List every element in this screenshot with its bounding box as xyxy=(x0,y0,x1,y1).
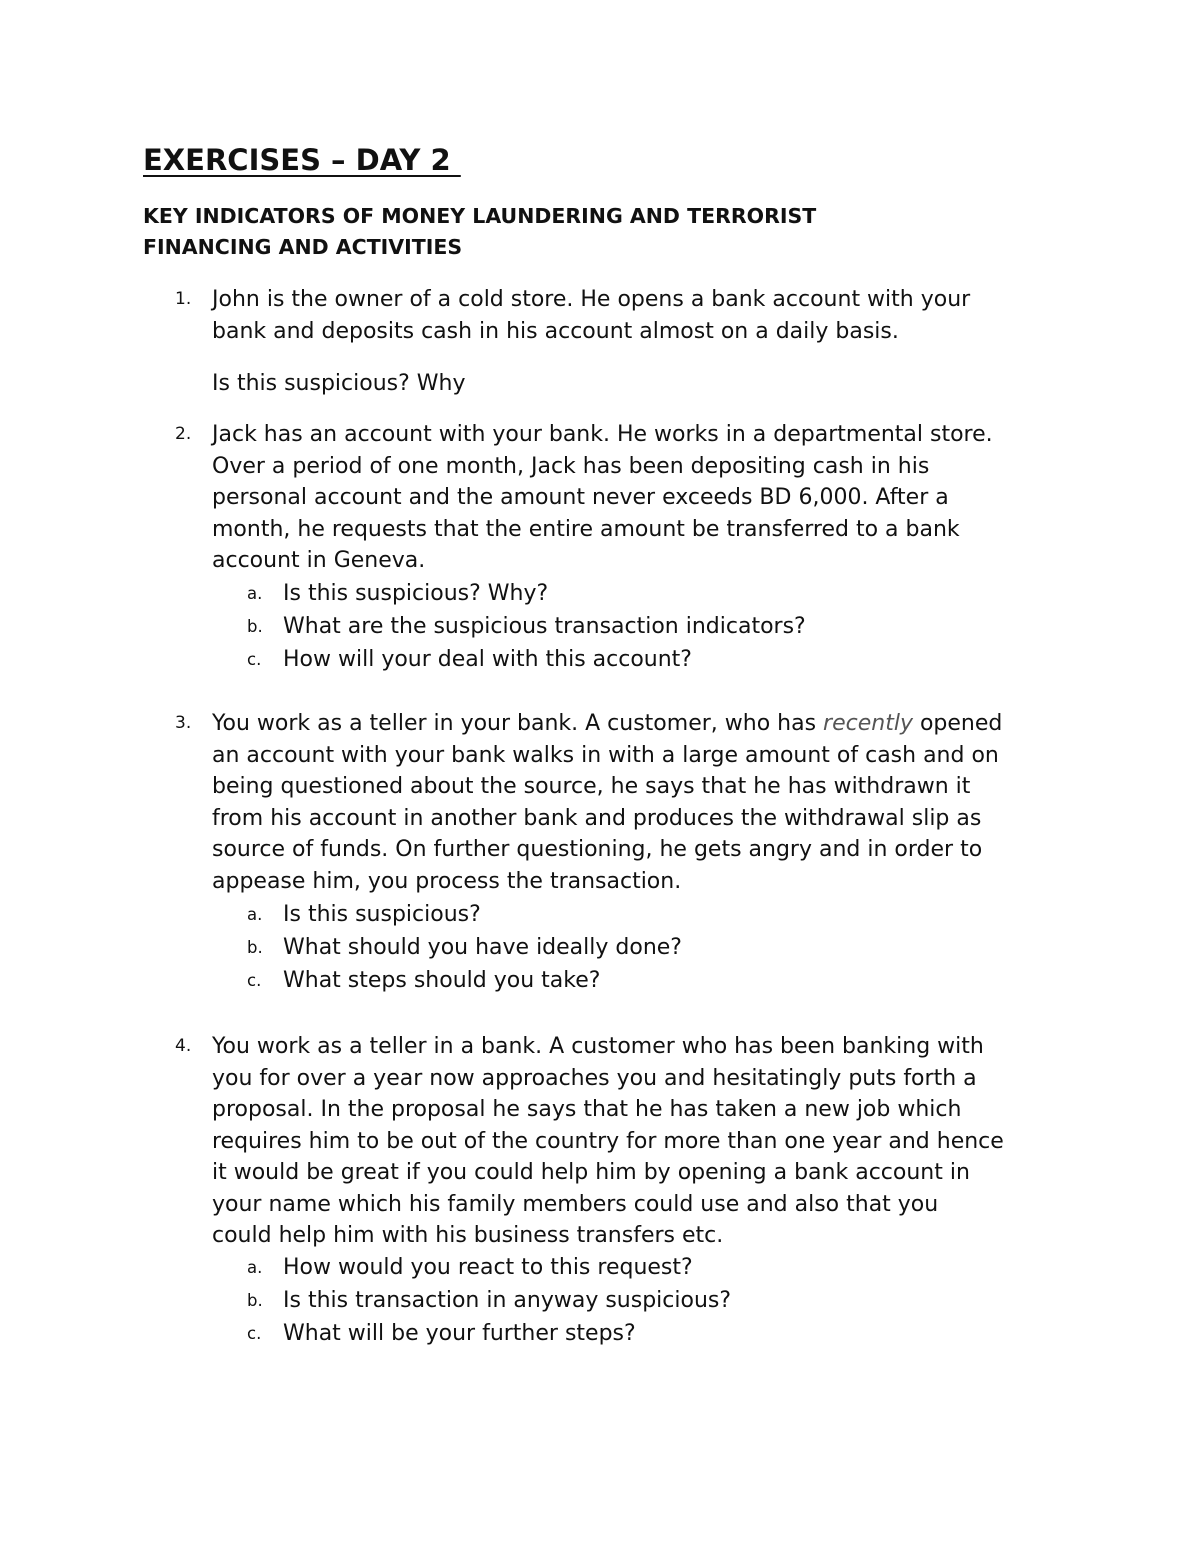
emphasized-word: recently xyxy=(823,711,913,736)
sub-question xyxy=(0,610,1200,643)
question-number: 2. xyxy=(175,424,192,444)
sub-question-letter: b. xyxy=(247,617,263,636)
question-text xyxy=(212,419,1082,577)
sub-question xyxy=(0,1317,1200,1350)
sub-question-text: How would you react to this request? xyxy=(283,1255,693,1280)
question-line: source of funds. On further questioning, he gets angry and in order to xyxy=(212,837,983,862)
sub-question-text: What are the suspicious transaction indicators? xyxy=(283,614,806,639)
question-line: from his account in another bank and produces the withdrawal slip as xyxy=(212,805,982,831)
question-number: 4. xyxy=(175,1036,192,1056)
sub-question xyxy=(0,577,1200,610)
question-line: your name which his family members could use and also that you xyxy=(212,1191,939,1217)
question-line: You work as a teller in a bank. A customer who has been banking with xyxy=(212,1034,984,1059)
sub-question-text: What will be your further steps? xyxy=(283,1321,636,1346)
question-line: month, he requests that the entire amount be transferred to a bank xyxy=(212,516,960,542)
question-line: it would be great if you could help him by opening a bank account in xyxy=(212,1160,970,1185)
question-line: personal account and the amount never exceeds BD 6,000. After a xyxy=(212,485,949,510)
question-followup: Is this suspicious? Why xyxy=(212,371,466,396)
question-line: you for over a year now approaches you and hesitatingly puts forth a xyxy=(212,1065,977,1091)
question-line: account in Geneva. xyxy=(212,548,426,573)
sub-question xyxy=(0,964,1200,997)
question-line: could help him with his business transfers etc. xyxy=(212,1223,724,1248)
sub-question-letter: b. xyxy=(247,1291,263,1310)
sub-question xyxy=(0,898,1200,931)
question-line: John is the owner of a cold store. He opens a bank account with your xyxy=(212,287,971,312)
sub-question-text: What steps should you take? xyxy=(283,968,601,993)
question-line-start: You work as a teller in your bank. A customer, who has xyxy=(212,711,824,736)
page-title: EXERCISES – DAY 2 xyxy=(143,143,461,177)
question-line xyxy=(212,708,1082,740)
section-heading xyxy=(143,201,963,263)
section-heading-line: FINANCING AND ACTIVITIES xyxy=(143,235,463,259)
question-line: an account with your bank walks in with a large amount of cash and on xyxy=(212,742,999,768)
question-line: appease him, you process the transaction. xyxy=(212,868,682,894)
sub-question-text: How will your deal with this account? xyxy=(283,647,692,672)
sub-question-text: What should you have ideally done? xyxy=(283,935,682,960)
question-line: requires him to be out of the country for more than one year and hence xyxy=(212,1128,1004,1154)
question-line: Jack has an account with your bank. He works in a departmental store. xyxy=(212,422,993,447)
sub-question-letter: a. xyxy=(247,905,263,924)
sub-question-letter: c. xyxy=(247,971,262,990)
sub-question xyxy=(0,643,1200,676)
sub-question-text: Is this suspicious? Why? xyxy=(283,581,549,606)
question-number: 1. xyxy=(175,289,192,309)
question-text xyxy=(212,284,1082,347)
question-text xyxy=(212,1031,1082,1252)
sub-question xyxy=(0,1251,1200,1284)
question-number: 3. xyxy=(175,713,192,733)
sub-question-text: Is this suspicious? xyxy=(283,902,481,927)
section-heading-line: KEY INDICATORS OF MONEY LAUNDERING AND TERRORIST xyxy=(143,204,817,228)
sub-question xyxy=(0,1284,1200,1317)
sub-question-letter: c. xyxy=(247,650,262,669)
question-line: proposal. In the proposal he says that he has taken a new job which xyxy=(212,1097,962,1122)
question-line-end: opened xyxy=(912,711,1003,736)
sub-question-letter: b. xyxy=(247,938,263,957)
question-line: Over a period of one month, Jack has been depositing cash in his xyxy=(212,453,930,479)
question-text xyxy=(212,708,1082,897)
sub-question-letter: a. xyxy=(247,1258,263,1277)
sub-question xyxy=(0,931,1200,964)
sub-question-text: Is this transaction in anyway suspicious? xyxy=(283,1288,732,1313)
question-line: being questioned about the source, he says that he has withdrawn it xyxy=(212,774,971,799)
sub-question-letter: a. xyxy=(247,584,263,603)
sub-question-letter: c. xyxy=(247,1324,262,1343)
question-line: bank and deposits cash in his account almost on a daily basis. xyxy=(212,318,899,344)
